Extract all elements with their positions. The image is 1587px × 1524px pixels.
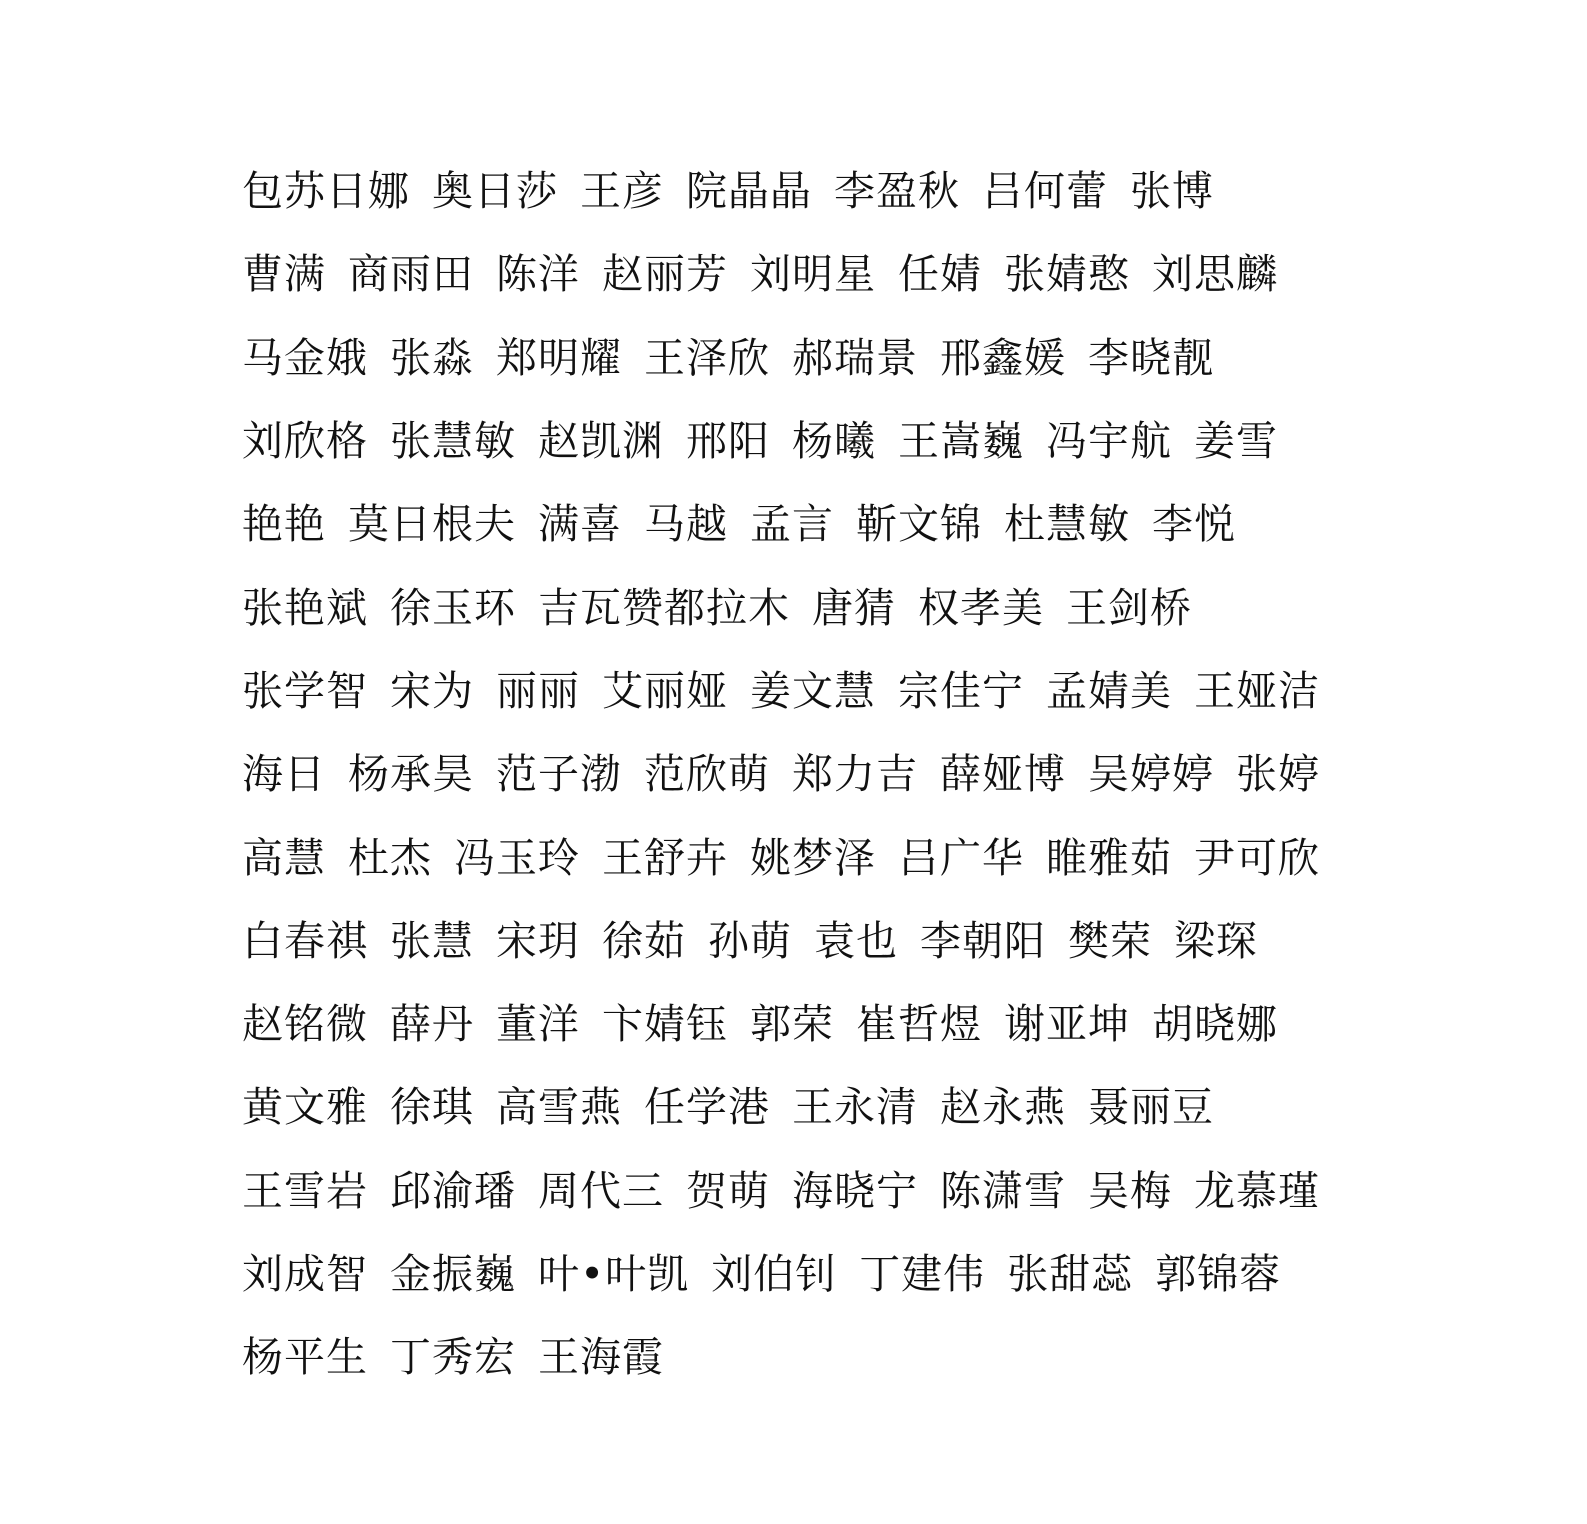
- name-line: [242, 1066, 1422, 1149]
- person-name: 刘伯钊: [711, 1250, 838, 1298]
- person-name: 徐茹: [602, 916, 686, 965]
- person-name: 杨曦: [792, 417, 876, 466]
- person-name: 王娅洁: [1194, 666, 1320, 715]
- name-line: [242, 816, 1422, 899]
- person-name: 刘欣格: [242, 417, 368, 466]
- person-name: 周代三: [538, 1166, 664, 1215]
- person-name: 王泽欣: [644, 333, 770, 382]
- person-name: 王海霞: [538, 1333, 664, 1382]
- person-name: 姜雪: [1194, 417, 1278, 466]
- person-name: 樊荣: [1068, 916, 1152, 965]
- person-name: 董洋: [496, 1000, 580, 1049]
- person-name: 靳文锦: [856, 500, 982, 549]
- person-name: 郝瑞景: [792, 333, 918, 382]
- name-line: [242, 1316, 1422, 1399]
- person-name: 王舒卉: [602, 833, 728, 882]
- person-name: 薛丹: [390, 1000, 474, 1049]
- person-name: 杜慧敏: [1004, 500, 1130, 549]
- person-name: 杜杰: [348, 833, 432, 882]
- person-name: 龙慕瑾: [1194, 1166, 1320, 1215]
- person-name: 商雨田: [348, 250, 474, 299]
- person-name: 吴婷婷: [1088, 750, 1214, 799]
- person-name: 张淼: [390, 333, 474, 382]
- person-name: 丁秀宏: [390, 1333, 516, 1382]
- person-name: 刘成智: [242, 1250, 368, 1298]
- person-name: 张婷: [1236, 750, 1320, 799]
- person-name: 叶•叶凯: [538, 1250, 690, 1298]
- person-name: 冯宇航: [1046, 417, 1172, 466]
- person-name: 郭荣: [750, 1000, 834, 1049]
- person-name: 孟婧美: [1046, 666, 1172, 715]
- person-name: 莫日根夫: [348, 500, 516, 549]
- person-name: 张学智: [242, 666, 368, 715]
- person-name: 艳艳: [242, 500, 326, 549]
- person-name: 孙萌: [708, 916, 792, 965]
- person-name: 聂丽豆: [1088, 1083, 1214, 1132]
- person-name: 范欣萌: [644, 750, 770, 799]
- person-name: 徐琪: [390, 1083, 474, 1132]
- person-name: 黄文雅: [242, 1083, 368, 1132]
- person-name: 睢雅茹: [1046, 833, 1172, 882]
- person-name: 白春祺: [242, 916, 368, 965]
- name-line: [242, 150, 1422, 233]
- person-name: 卞婧钰: [602, 1000, 728, 1049]
- person-name: 曹满: [242, 250, 326, 299]
- person-name: 高雪燕: [496, 1083, 622, 1132]
- person-name: 海晓宁: [792, 1166, 918, 1215]
- name-line: [242, 733, 1422, 816]
- person-name: 崔哲煜: [856, 1000, 982, 1049]
- name-list: [242, 150, 1422, 1399]
- person-name: 谢亚坤: [1004, 1000, 1130, 1049]
- person-name: 冯玉玲: [454, 833, 580, 882]
- name-line: [242, 1233, 1422, 1316]
- person-name: 宋为: [390, 666, 474, 715]
- name-line: [242, 1150, 1422, 1233]
- person-name: 吕何蕾: [982, 167, 1108, 216]
- person-name: 丁建伟: [859, 1250, 986, 1298]
- person-name: 邢阳: [686, 417, 770, 466]
- person-name: 薛娅博: [940, 750, 1066, 799]
- person-name: 袁也: [814, 916, 898, 965]
- person-name: 杨承昊: [348, 750, 474, 799]
- person-name: 张慧: [390, 916, 474, 965]
- name-line: [242, 900, 1422, 983]
- person-name: 任学港: [644, 1083, 770, 1132]
- person-name: 李悦: [1152, 500, 1236, 549]
- person-name: 王剑桥: [1066, 583, 1192, 632]
- person-name: 王永清: [792, 1083, 918, 1132]
- person-name: 权孝美: [918, 583, 1044, 632]
- person-name: 姜文慧: [750, 666, 876, 715]
- person-name: 海日: [242, 750, 326, 799]
- person-name: 郑明耀: [496, 333, 622, 382]
- person-name: 马越: [644, 500, 728, 549]
- person-name: 徐玉环: [390, 583, 516, 632]
- name-line: [242, 400, 1422, 483]
- person-name: 包苏日娜: [242, 167, 410, 216]
- name-line: [242, 566, 1422, 649]
- person-name: 吉瓦赞都拉木: [538, 583, 790, 632]
- person-name: 尹可欣: [1194, 833, 1320, 882]
- person-name: 胡晓娜: [1152, 1000, 1278, 1049]
- person-name: 张艳斌: [242, 583, 368, 632]
- person-name: 满喜: [538, 500, 622, 549]
- person-name: 陈洋: [496, 250, 580, 299]
- person-name: 李盈秋: [834, 167, 960, 216]
- person-name: 李晓靓: [1088, 333, 1214, 382]
- person-name: 宋玥: [496, 916, 580, 965]
- name-line: [242, 317, 1422, 400]
- person-name: 孟言: [750, 500, 834, 549]
- person-name: 艾丽娅: [602, 666, 728, 715]
- person-name: 丽丽: [496, 666, 580, 715]
- person-name: 邢鑫媛: [940, 333, 1066, 382]
- person-name: 奥日莎: [432, 167, 558, 216]
- person-name: 赵丽芳: [602, 250, 728, 299]
- name-line: [242, 233, 1422, 316]
- person-name: 贺萌: [686, 1166, 770, 1215]
- person-name: 张博: [1130, 167, 1214, 216]
- person-name: 王嵩巍: [898, 417, 1024, 466]
- person-name: 院晶晶: [686, 167, 812, 216]
- person-name: 刘思麟: [1152, 250, 1278, 299]
- person-name: 赵凯渊: [538, 417, 664, 466]
- person-name: 马金娥: [242, 333, 368, 382]
- person-name: 吕广华: [898, 833, 1024, 882]
- person-name: 范子渤: [496, 750, 622, 799]
- person-name: 金振巍: [390, 1250, 516, 1298]
- name-line: [242, 983, 1422, 1066]
- person-name: 任婧: [898, 250, 982, 299]
- name-line: [242, 483, 1422, 566]
- person-name: 王雪岩: [242, 1166, 368, 1215]
- person-name: 刘明星: [750, 250, 876, 299]
- person-name: 王彦: [580, 167, 664, 216]
- person-name: 赵铭微: [242, 1000, 368, 1049]
- person-name: 邱渝璠: [390, 1166, 516, 1215]
- person-name: 郑力吉: [792, 750, 918, 799]
- person-name: 杨平生: [242, 1333, 368, 1382]
- person-name: 李朝阳: [920, 916, 1046, 965]
- name-line: [242, 650, 1422, 733]
- person-name: 吴梅: [1088, 1166, 1172, 1215]
- person-name: 张慧敏: [390, 417, 516, 466]
- person-name: 唐猜: [812, 583, 896, 632]
- person-name: 姚梦泽: [750, 833, 876, 882]
- person-name: 郭锦蓉: [1155, 1250, 1282, 1298]
- person-name: 赵永燕: [940, 1083, 1066, 1132]
- person-name: 张婧憨: [1004, 250, 1130, 299]
- person-name: 梁琛: [1174, 916, 1258, 965]
- person-name: 陈潇雪: [940, 1166, 1066, 1215]
- person-name: 宗佳宁: [898, 666, 1024, 715]
- person-name: 张甜蕊: [1007, 1250, 1134, 1298]
- person-name: 高慧: [242, 833, 326, 882]
